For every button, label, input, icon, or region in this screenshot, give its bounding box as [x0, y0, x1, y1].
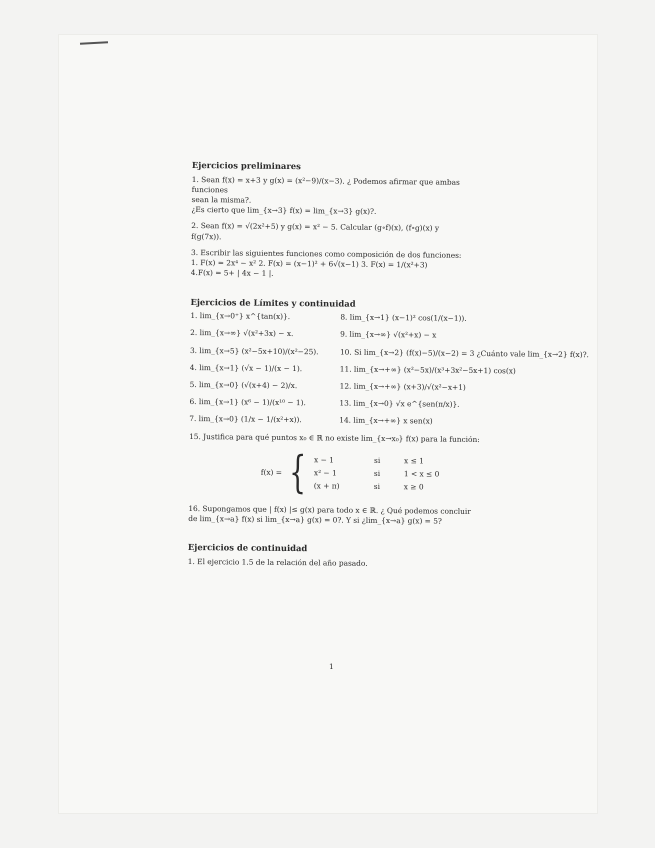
- limit-row: [189, 362, 516, 376]
- limit-exercise: 11. lim_{x→+∞} (x²−5x)/(x³+3x²−5x+1) cos(x): [339, 364, 516, 376]
- prelim-line: 1. Sean f(x) = x+3 y g(x) = (x²−9)/(x−3). ¿ Podemos afirmar que ambas funciones: [191, 174, 460, 195]
- continuidad-line: 1. El ejercicio 1.5 de la relación del año pasado.: [187, 556, 368, 568]
- cases: [314, 452, 440, 496]
- piecewise-function: [260, 446, 488, 499]
- limit-row: [190, 380, 490, 393]
- section-title-preliminares: Ejercicios preliminares: [191, 160, 301, 172]
- limit-exercise: 6. lim_{x→1} (x⁶ − 1)/(x¹⁰ − 1).: [189, 397, 306, 408]
- limit-exercise: 12. lim_{x→+∞} (x+3)/√(x²−x+1): [339, 381, 466, 392]
- limit-exercise: 10. Si lim_{x→2} (f(x)−5)/(x−2) = 3 ¿Cuánto vale lim_{x→2} f(x)?.: [339, 347, 589, 359]
- prelim-line: 2. Sean f(x) = √(2x²+5) y g(x) = x² − 5. Calcular (g∘f)(x), (f∘g)(x) y: [191, 221, 440, 234]
- limit-exercise: 14. lim_{x→+∞} x sen(x): [339, 416, 433, 427]
- case-expr: x − 1: [314, 454, 334, 465]
- limit-exercise: 3. lim_{x→5} (x²−5x+10)/(x²−25).: [189, 345, 319, 356]
- section-title-limites: Ejercicios de Límites y continuidad: [190, 296, 356, 309]
- case-si: si: [373, 468, 381, 478]
- case-si: si: [373, 481, 381, 492]
- prelim-line: 4.F(x) = 5+ | 4x − 1 |.: [190, 268, 274, 279]
- prelim-line: 3. Escribir las siguientes funciones como composición de dos funciones:: [190, 247, 462, 260]
- exercise-15: 15. Justifica para qué puntos x₀ ∈ ℝ no existe lim_{x→x₀} f(x) para la función:: [189, 431, 480, 444]
- case-expr: (x + π): [313, 481, 340, 491]
- limits-list: [189, 311, 589, 428]
- case-row: [314, 455, 439, 467]
- limit-exercise: 9. lim_{x→∞} √(x²+x) − x: [340, 329, 437, 340]
- case-cond: 1 < x ≤ 0: [403, 469, 440, 479]
- fx-label: f(x) =: [260, 467, 283, 477]
- brace-symbol: {: [289, 446, 307, 499]
- case-row: [314, 468, 439, 480]
- prelim-line: 1. F(x) = 2x⁴ − x² 2. F(x) = (x−1)² + 6√(x−1) 3. F(x) = 1/(x²+3): [190, 258, 428, 270]
- page-number: 1: [329, 662, 334, 671]
- prelim-line: sean la misma?.: [191, 195, 252, 205]
- limit-exercise: 1. lim_{x→0⁺} x^{tan(x)}.: [190, 311, 291, 322]
- limit-row: [190, 311, 490, 324]
- limit-exercise: 4. lim_{x→1} (√x − 1)/(x − 1).: [189, 362, 303, 373]
- limit-row: [189, 397, 489, 410]
- case-expr: x² − 1: [313, 468, 337, 478]
- exercise-16-line: 16. Supongamos que | f(x) |≤ g(x) para todo x ∈ ℝ. ¿ Qué podemos concluir: [188, 503, 471, 516]
- limit-exercise: 2. lim_{x→∞} √(x²+3x) − x.: [190, 328, 294, 339]
- limit-exercise: 7. lim_{x→0} (1/x − 1/(x²+x)).: [189, 414, 302, 425]
- limit-exercise: 13. lim_{x→0} √x e^{sen(π/x)}.: [339, 398, 460, 410]
- case-si: si: [374, 455, 381, 465]
- exercise-sheet: [187, 160, 589, 570]
- case-cond: x ≤ 1: [404, 455, 424, 466]
- section-title-continuidad: Ejercicios de continuidad: [187, 542, 308, 554]
- limit-row: [189, 414, 489, 427]
- prelim-line: ¿Es cierto que lim_{x→3} f(x) = lim_{x→3} g(x)?.: [191, 205, 377, 217]
- limit-exercise: 8. lim_{x→1} (x−1)² cos(1/(x−1)).: [340, 312, 467, 324]
- limit-row: [189, 345, 589, 359]
- prelim-line: f(g(7x)).: [191, 231, 222, 241]
- case-cond: x ≥ 0: [403, 482, 424, 492]
- limit-exercise: 5. lim_{x→0} (√(x+4) − 2)/x.: [189, 380, 298, 391]
- limit-row: [190, 328, 490, 341]
- case-row: [314, 481, 439, 493]
- exercise-16-line: de lim_{x→a} f(x) si lim_{x→a} g(x) = 0?. Y si ¿lim_{x→a} g(x) = 5?: [188, 514, 442, 526]
